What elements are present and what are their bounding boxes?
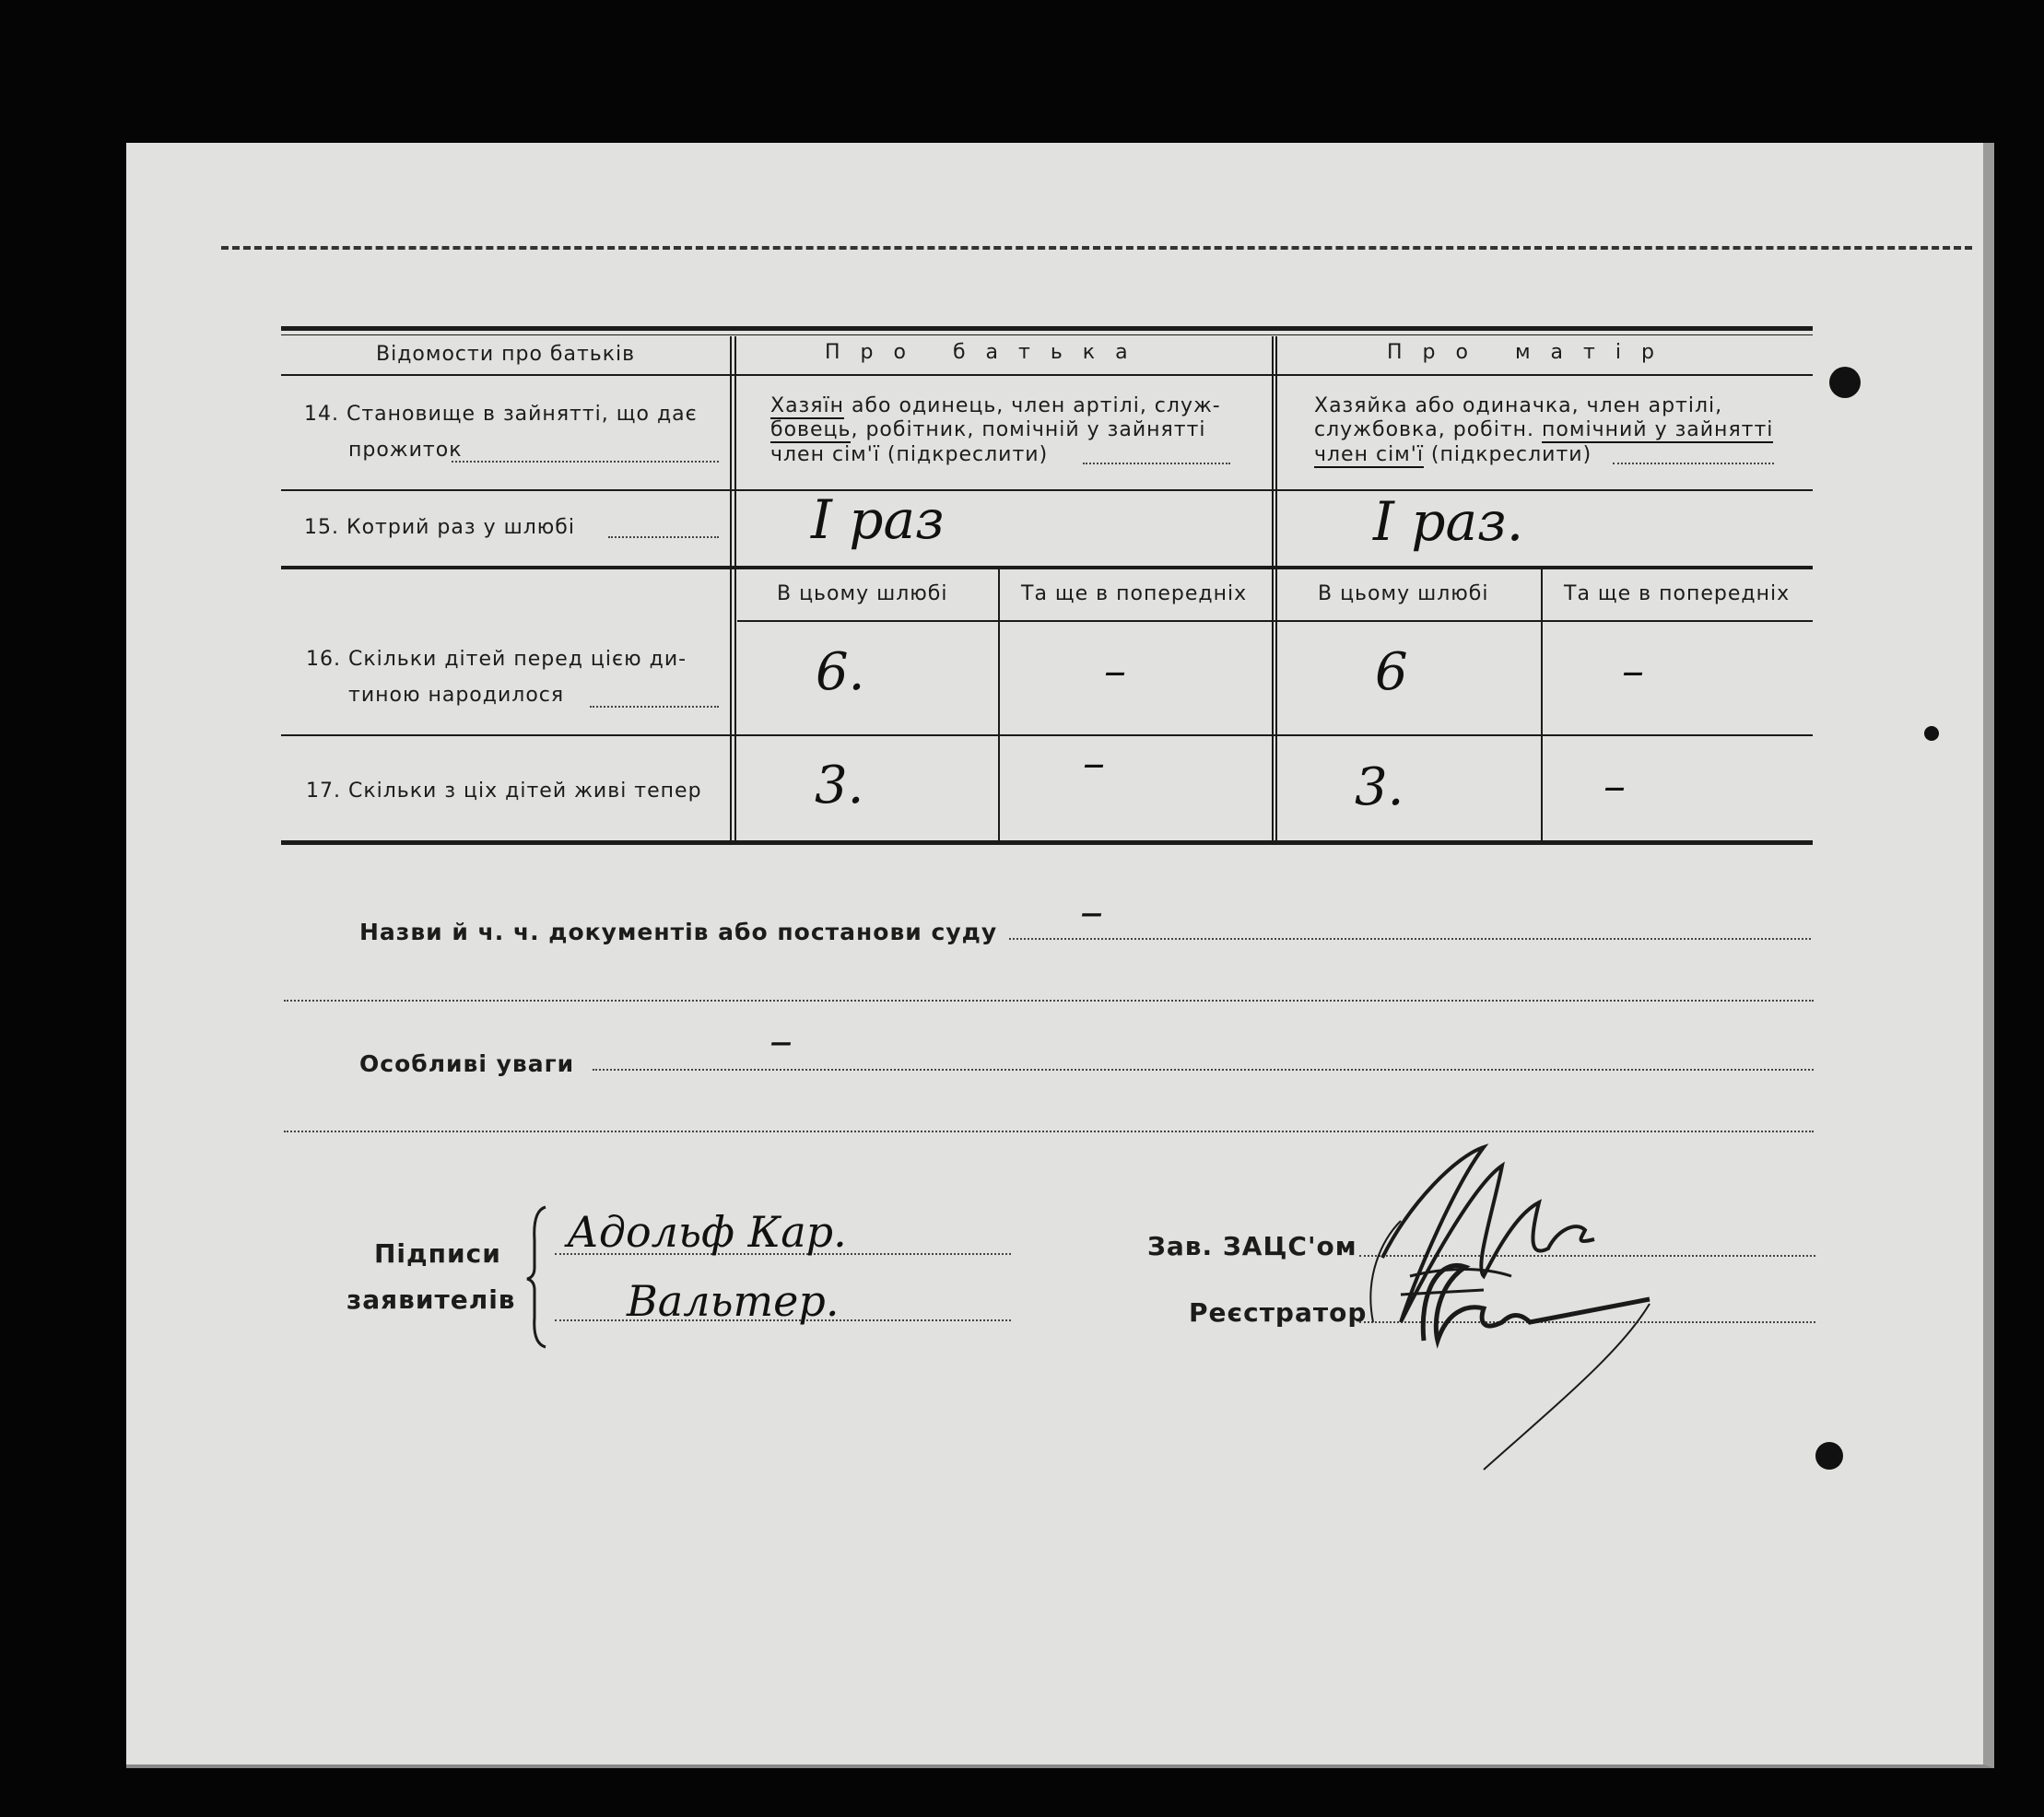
- signatures-label: Підписи: [374, 1238, 501, 1269]
- father-children-born-this: 6.: [816, 642, 865, 702]
- table-rule: [281, 489, 1813, 491]
- mother-occupation-line3: [1314, 443, 1592, 466]
- header-parents-info: Відомости про батьків: [376, 343, 636, 366]
- table-bottom-rule: [281, 840, 1813, 845]
- father-occupation-options: або одинець, член артілі, служ-: [843, 394, 1221, 417]
- mother-occupation-selected-2: член сім'ї: [1314, 443, 1424, 466]
- remarks-dotted-line: [593, 1069, 1814, 1071]
- table-rule: [281, 734, 1813, 736]
- remarks-label: Особливі уваги: [359, 1050, 575, 1077]
- column-divider: [734, 336, 736, 840]
- mother-children-born-prev: –: [1622, 645, 1644, 697]
- form-sheet: [126, 143, 1994, 1768]
- leader-dots: [1613, 463, 1774, 464]
- table-top-rule: [281, 326, 1813, 331]
- row14-label: 14. Становище в зайнятті, що дає: [304, 403, 698, 426]
- mother-children-alive-prev: –: [1603, 760, 1626, 812]
- mother-occupation-hint: (підкреслити): [1423, 443, 1592, 466]
- row14-label-cont: прожиток: [348, 439, 463, 462]
- mother-marriage-count: I раз.: [1373, 490, 1524, 553]
- mother-occupation-options: службовка, робітн.: [1314, 418, 1543, 441]
- registrar-label: Реєстратор: [1189, 1297, 1368, 1328]
- mother-occupation-line1: Хазяйка або одиначка, член артілі,: [1314, 394, 1723, 417]
- row16-label: 16. Скільки дітей перед цією ди-: [306, 648, 687, 671]
- father-occupation-line1: [770, 394, 1221, 417]
- column-divider: [998, 569, 1000, 840]
- header-about-father: Про батька: [825, 341, 1148, 364]
- mother-children-born-this: 6: [1375, 642, 1408, 702]
- documents-dotted-line-2: [284, 1000, 1814, 1002]
- punch-hole: [1829, 367, 1861, 398]
- father-occupation-line2: [770, 418, 1206, 441]
- mother-children-alive-this: 3.: [1355, 757, 1404, 817]
- father-occupation-selected: Хазяїн: [770, 394, 844, 417]
- subhead-father-previous: Та ще в попередніх: [1021, 582, 1248, 605]
- documents-value: –: [1080, 885, 1103, 938]
- applicant-signature-2: Вальтер.: [627, 1276, 840, 1326]
- father-children-alive-prev: –: [1083, 737, 1105, 789]
- header-about-mother: Про матір: [1387, 341, 1674, 364]
- leader-dots: [608, 536, 719, 538]
- father-children-alive-this: 3.: [815, 756, 864, 815]
- zags-head-label: Зав. ЗАЦС'ом: [1147, 1231, 1357, 1261]
- documents-label: Назви й ч. ч. документів або постанови суду: [359, 919, 998, 945]
- perforation-line: [221, 246, 1972, 250]
- mother-occupation-line2: [1314, 418, 1773, 441]
- brace-icon: [525, 1203, 553, 1351]
- applicant-signature-1: Адольф Кар.: [567, 1207, 847, 1257]
- column-divider: [1541, 569, 1543, 840]
- column-divider: [1275, 336, 1277, 840]
- signatures-label-cont: заявителів: [347, 1284, 516, 1315]
- leader-dots: [1083, 463, 1230, 464]
- remarks-value: –: [769, 1014, 793, 1067]
- column-divider: [1272, 336, 1274, 840]
- leader-dots: [452, 461, 719, 463]
- row16-label-cont: тиною народилося: [348, 684, 565, 707]
- father-occupation-options-2: , робітник, помічній у зайнятті: [851, 418, 1206, 441]
- table-top-rule: [281, 334, 1813, 335]
- father-occupation-selected-2: бовець: [770, 418, 852, 441]
- subhead-father-this: В цьому шлюбі: [777, 582, 948, 605]
- documents-dotted-line: [1009, 938, 1811, 940]
- father-occupation-line3: член сім'ї (підкреслити): [770, 443, 1049, 466]
- row17-label: 17. Скільки з ціх дітей живі тепер: [306, 780, 702, 803]
- subhead-mother-this: В цьому шлюбі: [1318, 582, 1489, 605]
- leader-dots: [590, 706, 719, 708]
- row15-label: 15. Котрий раз у шлюбі: [304, 516, 575, 539]
- punch-hole: [1924, 726, 1939, 741]
- father-marriage-count: I раз: [811, 488, 945, 551]
- punch-hole: [1815, 1442, 1843, 1470]
- father-children-born-prev: –: [1104, 645, 1126, 697]
- table-rule: [281, 566, 1813, 569]
- official-signature-icon: [1345, 1129, 1696, 1479]
- column-divider: [730, 336, 732, 840]
- subhead-mother-previous: Та ще в попередніх: [1564, 582, 1791, 605]
- mother-occupation-selected: помічний у зайнятті: [1542, 418, 1774, 441]
- table-rule: [281, 374, 1813, 376]
